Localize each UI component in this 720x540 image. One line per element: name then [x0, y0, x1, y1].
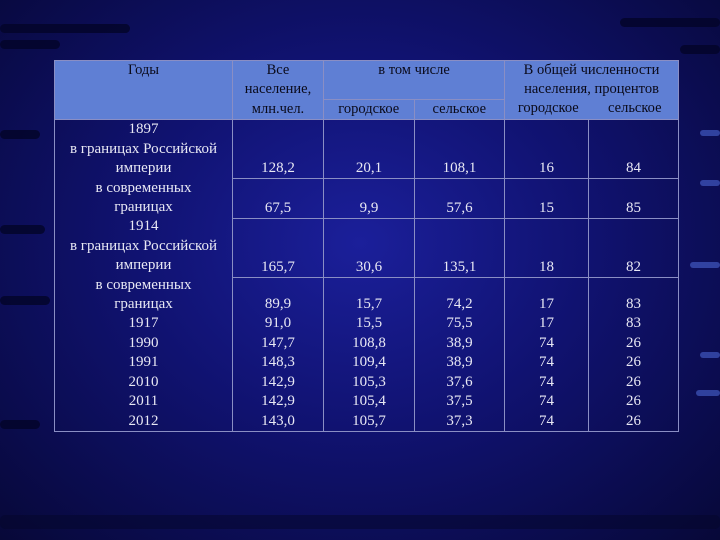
header-years: Годы	[55, 61, 233, 120]
background-streak	[700, 180, 720, 186]
background-stripe	[620, 18, 720, 27]
cell-total: 128,2	[233, 120, 324, 179]
cell-urban: 15,7 15,5 108,8 109,4 105,3 105,4 105,7	[324, 278, 415, 432]
header-share-urban: городское	[517, 100, 579, 116]
cell-pct-rural: 85	[589, 179, 679, 219]
cell-rural: 57,6	[415, 179, 505, 219]
cell-urban: 20,1	[324, 120, 415, 179]
background-stripe	[0, 40, 60, 49]
cell-total: 165,7	[233, 219, 324, 278]
cell-pct-urban: 16	[505, 120, 589, 179]
cell-pct-rural: 84	[589, 120, 679, 179]
header-rural: сельское	[432, 101, 487, 117]
cell-pct-urban: 18	[505, 219, 589, 278]
years-cell: 1897 в границах Российской империи в современных границах 1914 в границах Российской империи в современных границах 1917 1990 1991 2010 2011 2012	[55, 120, 233, 432]
background-stripe	[680, 45, 720, 54]
cell-rural: 108,1	[415, 120, 505, 179]
population-table	[54, 60, 679, 432]
cell-urban: 30,6	[324, 219, 415, 278]
background-stripe	[0, 515, 720, 529]
header-share-rural: сельское	[608, 100, 662, 116]
table-row	[55, 120, 679, 179]
background-stripe	[0, 24, 130, 33]
cell-pct-urban: 17 17 74 74 74 74 74	[505, 278, 589, 432]
background-stripe	[0, 296, 50, 305]
cell-pct-urban: 15	[505, 179, 589, 219]
cell-urban: 9,9	[324, 179, 415, 219]
cell-pct-rural: 83 83 26 26 26 26 26	[589, 278, 679, 432]
cell-total: 89,9 91,0 147,7 148,3 142,9 142,9 143,0	[233, 278, 324, 432]
background-stripe	[0, 225, 45, 234]
background-stripe	[0, 420, 40, 429]
header-including: в том числе городское сельское	[324, 61, 505, 120]
cell-rural: 74,2 75,5 38,9 38,9 37,6 37,5 37,3	[415, 278, 505, 432]
header-total: Все население, млн.чел.	[233, 61, 324, 120]
cell-total: 67,5	[233, 179, 324, 219]
background-streak	[700, 352, 720, 358]
background-streak	[696, 390, 720, 396]
cell-pct-rural: 82	[589, 219, 679, 278]
background-streak	[700, 130, 720, 136]
header-share: В общей численности населения, процентов городское сельское	[505, 61, 679, 120]
header-urban: городское	[324, 100, 415, 119]
table-header-row	[55, 61, 679, 120]
background-stripe	[0, 130, 40, 139]
cell-rural: 135,1	[415, 219, 505, 278]
background-streak	[690, 262, 720, 268]
